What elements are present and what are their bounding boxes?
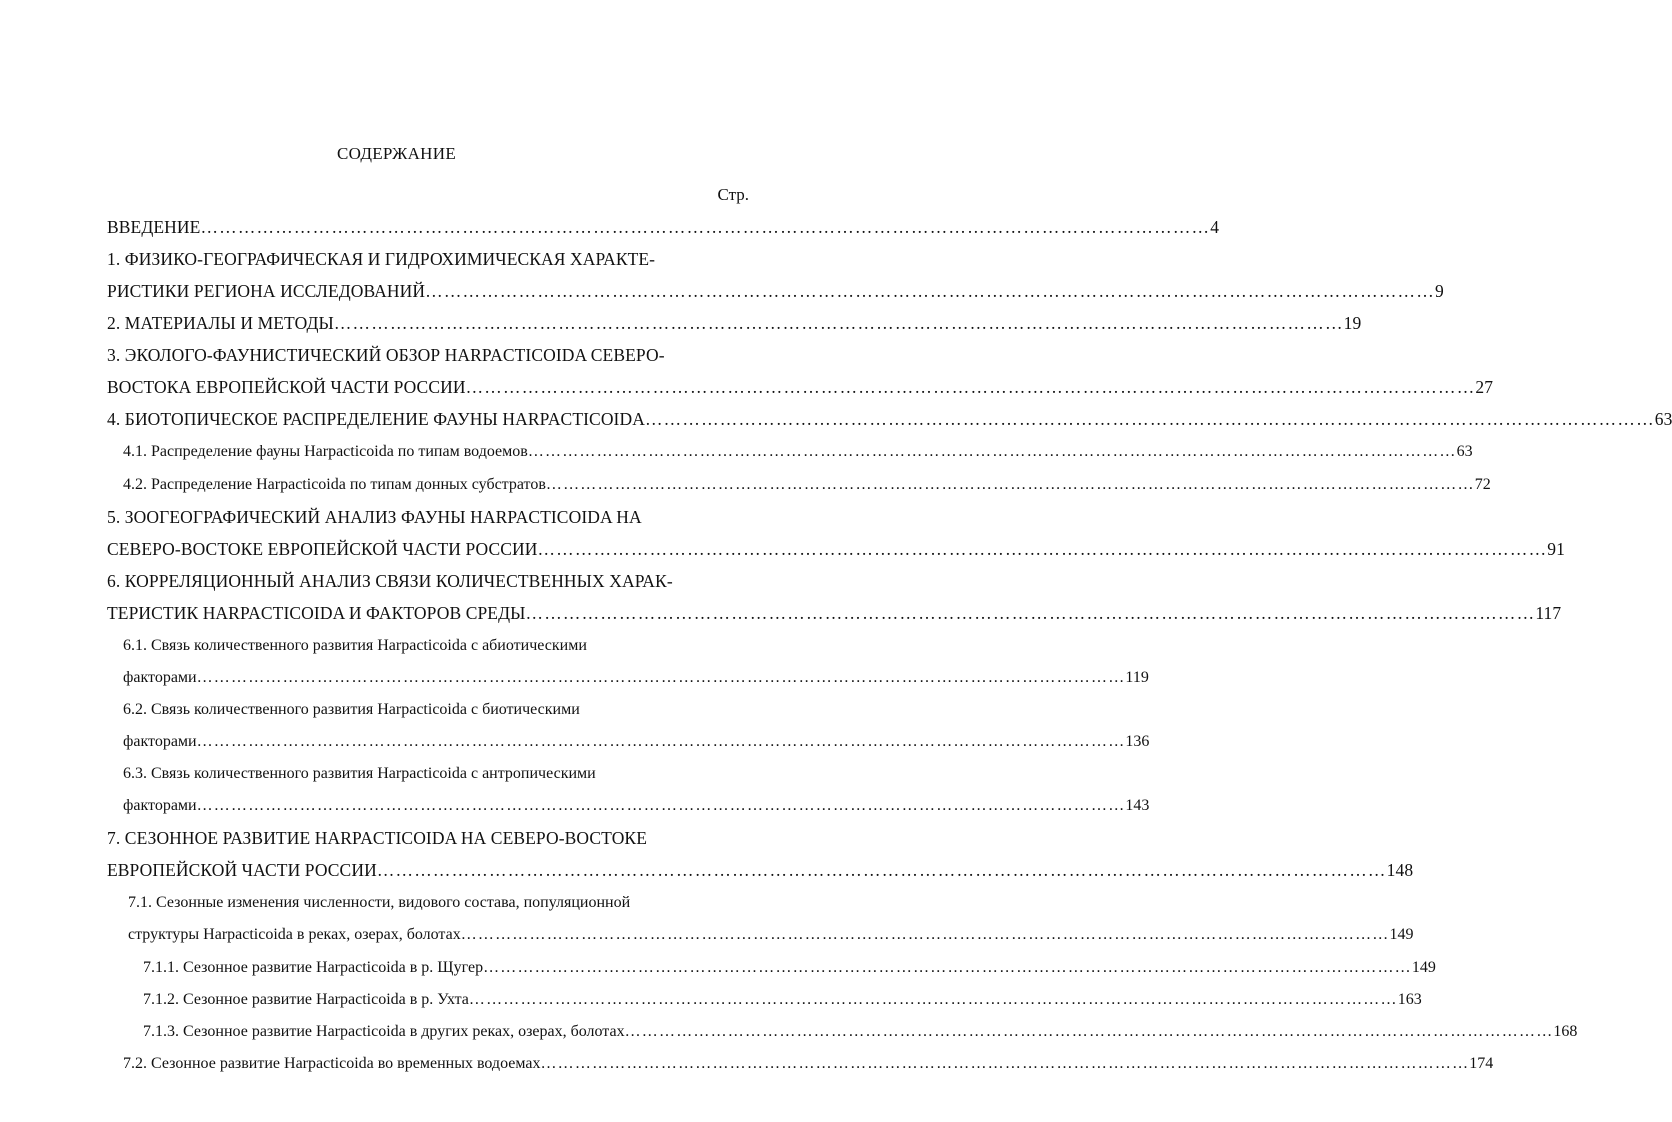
toc-entry bbox=[107, 311, 1362, 335]
dot-leader: ……………………………………………………………………………………………………………………………………………… bbox=[545, 476, 1475, 493]
toc-entry-page: 27 bbox=[1475, 377, 1494, 397]
toc-entry-text: 3. ЭКОЛОГО-ФАУНИСТИЧЕСКИЙ ОБЗОР HARPACTICOIDA СЕВЕРО- bbox=[107, 345, 665, 365]
toc-entry-page: 72 bbox=[1474, 476, 1491, 493]
toc-entry-page: 149 bbox=[1411, 959, 1436, 976]
toc-subentry bbox=[123, 698, 747, 722]
toc-entry-page: 63 bbox=[1654, 409, 1672, 429]
toc-entry-text: 4.2. Распределение Harpacticoida по типам донных субстратов bbox=[123, 476, 546, 493]
toc-entry-page: 148 bbox=[1386, 860, 1414, 880]
dot-leader: ……………………………………………………………………………………………………………………………………………… bbox=[200, 217, 1211, 237]
dot-leader: ……………………………………………………………………………………………………………………………………………… bbox=[624, 1023, 1554, 1040]
toc-entry-text: СЕВЕРО-ВОСТОКЕ ЕВРОПЕЙСКОЙ ЧАСТИ РОССИИ bbox=[107, 539, 538, 559]
dot-leader: ……………………………………………………………………………………………………………………………………………… bbox=[537, 539, 1548, 559]
toc-entry bbox=[107, 343, 739, 367]
toc-entry bbox=[107, 858, 1414, 882]
toc-subentry bbox=[123, 634, 747, 658]
toc-subsubentry bbox=[143, 1020, 1578, 1044]
toc-entry-page: 143 bbox=[1125, 797, 1150, 814]
toc-entry-page: 136 bbox=[1125, 733, 1150, 750]
toc-entry-page: 63 bbox=[1456, 443, 1473, 460]
toc-entry bbox=[107, 569, 739, 593]
toc-entry-text: 6.3. Связь количественного развития Harpacticoida с антропическими bbox=[123, 765, 596, 782]
dot-leader: ……………………………………………………………………………………………………………………………………………… bbox=[196, 733, 1126, 750]
toc-entry-text: 6.2. Связь количественного развития Harpacticoida с биотическими bbox=[123, 701, 580, 718]
toc-entry-text: ТЕРИСТИК HARPACTICOIDA И ФАКТОРОВ СРЕДЫ bbox=[107, 603, 526, 623]
toc-entry-text: ЕВРОПЕЙСКОЙ ЧАСТИ РОССИИ bbox=[107, 860, 377, 880]
toc-entry-text: 7.2. Сезонное развитие Harpacticoida во временных водоемах bbox=[123, 1055, 541, 1072]
toc-subentry bbox=[123, 794, 1150, 818]
page-column-header: Стр. bbox=[717, 185, 749, 204]
toc-entry-page: 91 bbox=[1547, 539, 1565, 559]
toc-entry bbox=[107, 537, 1565, 561]
toc-entry-text: структуры Harpacticoida в реках, озерах, болотах bbox=[128, 926, 461, 943]
dot-leader: ……………………………………………………………………………………………………………………………………………… bbox=[333, 313, 1344, 333]
toc-subentry bbox=[123, 473, 1491, 497]
dot-leader: ……………………………………………………………………………………………………………………………………………… bbox=[644, 409, 1655, 429]
toc-entry bbox=[107, 247, 739, 271]
toc-entry-text: 6.1. Связь количественного развития Harpacticoida с абиотическими bbox=[123, 637, 587, 654]
dot-leader: ……………………………………………………………………………………………………………………………………………… bbox=[465, 377, 1476, 397]
toc-entry bbox=[107, 505, 739, 529]
toc-subsubentry bbox=[143, 956, 1436, 980]
toc-entry-page: 149 bbox=[1389, 926, 1414, 943]
toc-subentry bbox=[123, 762, 747, 786]
toc-entry-text: ВОСТОКА ЕВРОПЕЙСКОЙ ЧАСТИ РОССИИ bbox=[107, 377, 466, 397]
dot-leader: ……………………………………………………………………………………………………………………………………………… bbox=[196, 797, 1126, 814]
toc-entry-text: 7.1. Сезонные изменения численности, видового состава, популяционной bbox=[128, 894, 631, 911]
toc-entry-page: 4 bbox=[1210, 217, 1220, 237]
dot-leader: ……………………………………………………………………………………………………………………………………………… bbox=[425, 281, 1435, 301]
toc-entry bbox=[107, 279, 1444, 303]
toc-entry bbox=[107, 826, 747, 850]
toc-entry-page: 19 bbox=[1343, 313, 1362, 333]
toc-entry-page: 9 bbox=[1434, 281, 1444, 301]
dot-leader: ……………………………………………………………………………………………………………………………………………… bbox=[468, 991, 1398, 1008]
toc-entry-text: 7.1.2. Сезонное развитие Harpacticoida в р. Ухта bbox=[143, 991, 469, 1008]
toc-entry-text: 7.1.1. Сезонное развитие Harpacticoida в р. Щугер bbox=[143, 959, 484, 976]
toc-entry-page: 168 bbox=[1553, 1023, 1578, 1040]
toc-subentry bbox=[128, 891, 742, 915]
toc-entry-text: 5. ЗООГЕОГРАФИЧЕСКИЙ АНАЛИЗ ФАУНЫ HARPACTICOIDA НА bbox=[107, 507, 642, 527]
dot-leader: ……………………………………………………………………………………………………………………………………………… bbox=[527, 443, 1457, 460]
toc-entry-text: ВВЕДЕНИЕ bbox=[107, 217, 201, 237]
toc-entry bbox=[107, 407, 1672, 431]
dot-leader: ……………………………………………………………………………………………………………………………………………… bbox=[460, 926, 1390, 943]
toc-entry-page: 117 bbox=[1535, 603, 1562, 623]
toc-subentry bbox=[123, 440, 1473, 464]
toc-title: СОДЕРЖАНИЕ bbox=[336, 144, 457, 163]
toc-subentry bbox=[128, 923, 1414, 947]
toc-entry-text: факторами bbox=[123, 733, 197, 750]
dot-leader: ……………………………………………………………………………………………………………………………………………… bbox=[196, 669, 1126, 686]
toc-entry bbox=[107, 601, 1562, 625]
dot-leader: ……………………………………………………………………………………………………………………………………………… bbox=[540, 1055, 1470, 1072]
toc-entry-text: 1. ФИЗИКО-ГЕОГРАФИЧЕСКАЯ И ГИДРОХИМИЧЕСКАЯ ХАРАКТЕ- bbox=[107, 249, 656, 269]
toc-entry-text: 6. КОРРЕЛЯЦИОННЫЙ АНАЛИЗ СВЯЗИ КОЛИЧЕСТВЕННЫХ ХАРАК- bbox=[107, 571, 673, 591]
toc-entry-text: 7.1.3. Сезонное развитие Harpacticoida в других реках, озерах, болотах bbox=[143, 1023, 625, 1040]
toc-entry-page: 174 bbox=[1469, 1055, 1494, 1072]
toc-subsubentry bbox=[143, 988, 1422, 1012]
toc-entry-text: факторами bbox=[123, 797, 197, 814]
toc-entry bbox=[107, 375, 1494, 399]
toc-subentry bbox=[123, 1052, 1494, 1076]
toc-subentry bbox=[123, 730, 1150, 754]
toc-entry bbox=[107, 215, 1220, 239]
toc-entry-page: 119 bbox=[1125, 669, 1149, 686]
dot-leader: ……………………………………………………………………………………………………………………………………………… bbox=[376, 860, 1387, 880]
toc-entry-text: 2. МАТЕРИАЛЫ И МЕТОДЫ bbox=[107, 313, 334, 333]
dot-leader: ……………………………………………………………………………………………………………………………………………… bbox=[483, 959, 1412, 976]
toc-entry-text: 4.1. Распределение фауны Harpacticoida по типам водоемов bbox=[123, 443, 528, 460]
toc-subentry bbox=[123, 666, 1149, 690]
toc-entry-page: 163 bbox=[1397, 991, 1422, 1008]
toc-entry-text: факторами bbox=[123, 669, 197, 686]
toc-entry-text: РИСТИКИ РЕГИОНА ИССЛЕДОВАНИЙ bbox=[107, 281, 426, 301]
dot-leader: ……………………………………………………………………………………………………………………………………………… bbox=[525, 603, 1536, 623]
toc-entry-text: 7. СЕЗОННОЕ РАЗВИТИЕ HARPACTICOIDA НА СЕВЕРО-ВОСТОКЕ bbox=[107, 828, 647, 848]
toc-entry-text: 4. БИОТОПИЧЕСКОЕ РАСПРЕДЕЛЕНИЕ ФАУНЫ HARPACTICOIDA bbox=[107, 409, 645, 429]
